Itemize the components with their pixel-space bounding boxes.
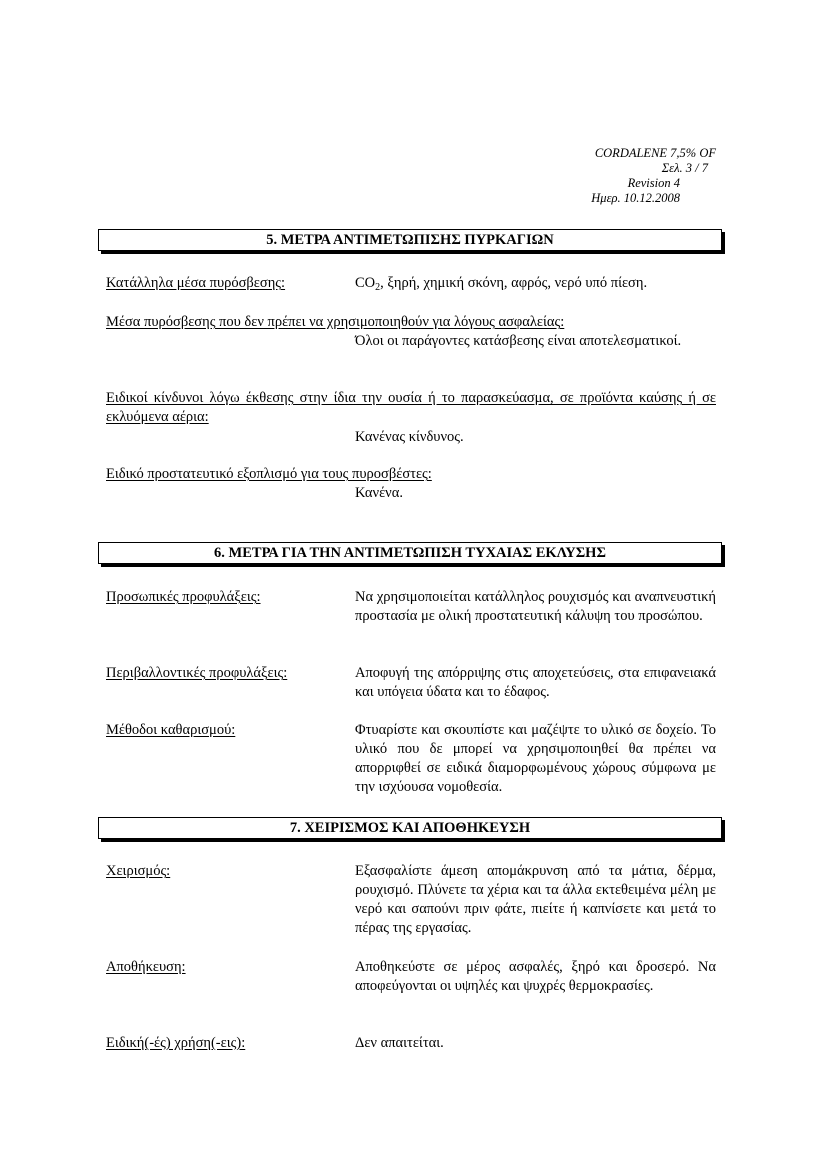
personal-precautions-value: Να χρησιμοποιείται κατάλληλος ρουχισμός και αναπνευστική προστασία με ολική προστατευτική κάλυψη του προσώπου. [355,589,716,624]
storage-value: Αποθηκεύστε σε μέρος ασφαλές, ξηρό και δροσερό. Να αποφεύγονται οι υψηλές και ψυχρές θερμοκρασίες. [355,959,716,994]
cleanup-methods-label: Μέθοδοι καθαρισμού: [106,722,236,738]
suitable-media-value [355,274,647,293]
special-hazards-label: Ειδικοί κίνδυνοι λόγω έκθεσης στην ίδια την ουσία ή το παρασκεύασμα, σε προϊόντα καύσης ή σε εκλυόμενα αέρια: [106,390,716,425]
cleanup-methods-value: Φτυαρίστε και σκουπίστε και μαζέψτε το υλικό σε δοχείο. Το υλικό που δε μπορεί να χρησιμοποιηθεί θα πρέπει να απορριφθεί σε ειδικά διαμορφωμένους χώρους σύμφωνα με την ισχύουσα νομοθεσία. [355,722,716,795]
specific-use-value: Δεν απαιτείται. [355,1035,444,1051]
specific-use-label: Ειδική(-ές) χρήση(-εις): [106,1035,246,1051]
document-date: Ημερ. 10.12.2008 [591,191,680,205]
personal-precautions-label: Προσωπικές προφυλάξεις: [106,589,261,605]
revision: Revision 4 [627,176,680,190]
section-5-title: 5. ΜΕΤΡΑ ΑΝΤΙΜΕΤΩΠΙΣΗΣ ΠΥΡΚΑΓΙΩΝ [98,229,722,251]
handling-label: Χειρισμός: [106,863,171,879]
unsuitable-media-label: Μέσα πυρόσβεσης που δεν πρέπει να χρησιμοποιηθούν για λόγους ασφαλείας: [106,314,565,330]
document-header [540,146,716,206]
storage-label: Αποθήκευση: [106,959,186,975]
page-number: Σελ. 3 / 7 [661,161,708,175]
co2-text: CO [355,275,376,291]
suitable-media-label: Κατάλληλα μέσα πυρόσβεσης: [106,275,286,291]
environmental-precautions-value: Αποφυγή της απόρριψης στις αποχετεύσεις, στα επιφανειακά και υπόγεια ύδατα και το έδαφος. [355,665,716,700]
section-6-title: 6. ΜΕΤΡΑ ΓΙΑ ΤΗΝ ΑΝΤΙΜΕΤΩΠΙΣΗ ΤΥΧΑΙΑΣ ΕΚΛΥΣΗΣ [98,542,722,564]
firefighter-equipment-label: Ειδικό προστατευτικό εξοπλισμό για τους πυροσβέστες: [106,466,432,482]
unsuitable-media-value: Όλοι οι παράγοντες κατάσβεσης είναι αποτελεσματικοί. [355,333,682,349]
handling-value: Εξασφαλίστε άμεση απομάκρυνση από τα μάτια, δέρμα, ρουχισμό. Πλύνετε τα χέρια και τα άλλα εκτεθειμένα μέλη με νερό και σαπούνι πριν φάτε, πιείτε ή καπνίσετε και μετά το πέρας της εργασίας. [355,863,716,936]
special-hazards-value: Κανένας κίνδυνος. [355,429,464,445]
firefighter-equipment-value: Κανένα. [355,485,403,501]
suitable-media-rest: , ξηρή, χημική σκόνη, αφρός, νερό υπό πίεση. [380,275,648,291]
product-name: CORDALENE 7,5% OF [594,146,716,160]
environmental-precautions-label: Περιβαλλοντικές προφυλάξεις: [106,665,288,681]
co2-subscript: 2 [375,282,381,293]
section-7-title: 7. ΧΕΙΡΙΣΜΟΣ ΚΑΙ ΑΠΟΘΗΚΕΥΣΗ [98,817,722,839]
